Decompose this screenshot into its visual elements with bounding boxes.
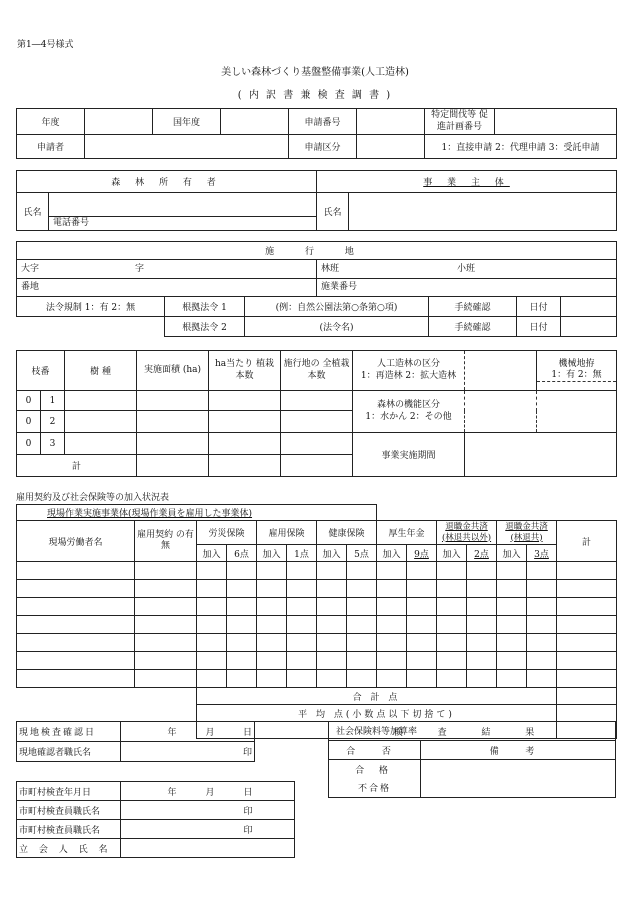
employment-table xyxy=(16,504,617,739)
table-row-a: 0 xyxy=(17,391,41,411)
employment-cell[interactable] xyxy=(467,598,497,616)
employment-cell[interactable] xyxy=(197,598,227,616)
species-cell[interactable] xyxy=(65,433,137,455)
procedure-check-1: 手続確認 xyxy=(429,297,517,317)
branch-header: 枝番 xyxy=(17,351,65,391)
area-cell[interactable] xyxy=(137,433,209,455)
area-total[interactable] xyxy=(137,455,209,477)
law-regulation: 法令規制 1：有 2：無 xyxy=(17,297,165,317)
day-label: 日 xyxy=(217,782,255,801)
employment-cell[interactable] xyxy=(407,616,437,634)
oaza-label: 大字 xyxy=(21,264,40,274)
function-field[interactable] xyxy=(465,391,537,433)
plan-no-label: 特定間伐等 促進計画番号 xyxy=(425,109,495,135)
employment-cell[interactable] xyxy=(467,616,497,634)
taishoku1-header: 退職金共済 (林退共以外) xyxy=(437,521,497,545)
employment-cell[interactable] xyxy=(197,562,227,580)
employment-cell[interactable] xyxy=(17,616,135,634)
city-inspection-table xyxy=(16,781,295,858)
employment-cell[interactable] xyxy=(407,562,437,580)
employment-cell[interactable] xyxy=(227,598,257,616)
employment-cell[interactable] xyxy=(437,634,467,652)
employment-cell[interactable] xyxy=(135,616,197,634)
date-2-label: 日付 xyxy=(517,317,561,337)
employment-cell[interactable] xyxy=(407,634,437,652)
employment-cell[interactable] xyxy=(197,580,227,598)
employment-cell[interactable] xyxy=(227,652,257,670)
sum-points-field[interactable] xyxy=(557,688,617,705)
employment-cell[interactable] xyxy=(407,652,437,670)
employment-cell[interactable] xyxy=(377,634,407,652)
employment-cell[interactable] xyxy=(17,652,135,670)
species-cell[interactable] xyxy=(65,391,137,411)
witness-label: 立 会 人 氏 名 xyxy=(17,839,121,858)
employment-cell[interactable] xyxy=(467,580,497,598)
basis-law-2-label: 根拠法令 2 xyxy=(165,317,245,337)
sekyo-no-label: 施業番号 xyxy=(321,282,358,292)
site-name-label: 現地確認者職氏名 xyxy=(17,742,121,762)
employment-cell[interactable] xyxy=(377,652,407,670)
points-label: 5点 xyxy=(347,545,377,562)
employment-cell[interactable] xyxy=(437,598,467,616)
kousei-header: 厚生年金 xyxy=(377,521,437,545)
employment-cell[interactable] xyxy=(347,670,377,688)
employment-cell[interactable] xyxy=(407,598,437,616)
pass-fail-label: 合 否 xyxy=(329,741,421,760)
employment-cell[interactable] xyxy=(347,634,377,652)
employment-cell[interactable] xyxy=(527,652,557,670)
page-title: 美しい森林づくり基盤整備事業(人工造林) xyxy=(221,67,409,78)
employment-cell[interactable] xyxy=(135,652,197,670)
employment-cell[interactable] xyxy=(257,634,287,652)
join-label: 加入 xyxy=(257,545,287,562)
application-type-options: 1：直接申請 2：代理申請 3：受託申請 xyxy=(425,135,617,159)
shohan-label: 小班 xyxy=(457,264,476,274)
employment-cell[interactable] xyxy=(557,652,617,670)
application-type-field[interactable] xyxy=(357,135,425,159)
basis-law-1-label: 根拠法令 1 xyxy=(165,297,245,317)
table-row xyxy=(17,616,617,634)
month-label: 月 xyxy=(179,782,217,801)
period-field[interactable] xyxy=(465,433,617,477)
seal-label: 印 xyxy=(121,801,255,820)
per-ha-total[interactable] xyxy=(209,455,281,477)
employment-cell[interactable] xyxy=(317,652,347,670)
employment-cell[interactable] xyxy=(377,562,407,580)
employment-cell[interactable] xyxy=(497,616,527,634)
employment-cell[interactable] xyxy=(197,634,227,652)
employment-total-header: 計 xyxy=(557,521,617,562)
worker-header: 現場労働者名 xyxy=(17,521,135,562)
employment-cell[interactable] xyxy=(437,616,467,634)
employment-cell[interactable] xyxy=(347,598,377,616)
table-row-b: 1 xyxy=(41,391,65,411)
result-title: 検 査 結 果 xyxy=(329,722,616,741)
per-ha-cell[interactable] xyxy=(209,411,281,433)
table-row xyxy=(17,634,617,652)
employment-cell[interactable] xyxy=(347,652,377,670)
total-plant-cell[interactable] xyxy=(281,411,353,433)
employment-cell[interactable] xyxy=(135,580,197,598)
employment-cell[interactable] xyxy=(437,580,467,598)
period-label: 事業実施期間 xyxy=(353,433,465,477)
species-header: 樹 種 xyxy=(65,351,137,391)
employment-cell[interactable] xyxy=(497,598,527,616)
employment-cell[interactable] xyxy=(227,580,257,598)
rousai-header: 労災保険 xyxy=(197,521,257,545)
employment-cell[interactable] xyxy=(257,580,287,598)
month-label: 月 xyxy=(179,722,217,742)
site-header: 施 行 地 xyxy=(17,242,617,260)
banchi-label: 番地 xyxy=(21,282,40,292)
species-cell[interactable] xyxy=(65,411,137,433)
fiscal-year-label: 年度 xyxy=(17,109,85,135)
table-row xyxy=(17,580,617,598)
table-row xyxy=(17,562,617,580)
pass-option[interactable]: 合 格 xyxy=(329,760,421,779)
application-no-label: 申請番号 xyxy=(289,109,357,135)
entity-title: 現場作業実施事業体(現場作業員を雇用した事業体) xyxy=(47,509,253,519)
basis-law-example: (例：自然公園法第○条第○項) xyxy=(245,297,429,317)
application-no-field[interactable] xyxy=(357,109,425,135)
site-table xyxy=(16,241,617,337)
business-name-label: 氏名 xyxy=(317,193,349,231)
avg-points-field[interactable] xyxy=(557,705,617,722)
function-title: 森林の機能区分 xyxy=(377,400,441,411)
sum-points-label: 合 計 点 xyxy=(197,688,557,705)
points-label: 1点 xyxy=(287,545,317,562)
employment-cell[interactable] xyxy=(197,652,227,670)
rate-label: 社会保険料等加算率 xyxy=(197,722,557,739)
business-name-field[interactable] xyxy=(349,193,617,231)
employment-cell[interactable] xyxy=(197,670,227,688)
employment-cell[interactable] xyxy=(317,670,347,688)
employment-cell[interactable] xyxy=(257,616,287,634)
employment-cell[interactable] xyxy=(135,562,197,580)
employment-cell[interactable] xyxy=(407,580,437,598)
employment-cell[interactable] xyxy=(377,670,407,688)
application-type-label: 申請区分 xyxy=(289,135,357,159)
employment-cell[interactable] xyxy=(557,616,617,634)
site-inspection-table xyxy=(16,721,295,762)
remarks-label: 備 考 xyxy=(421,741,616,760)
contract-header: 雇用契約 の有無 xyxy=(135,521,197,562)
employment-cell[interactable] xyxy=(377,580,407,598)
area-cell[interactable] xyxy=(137,391,209,411)
applicant-label: 申請者 xyxy=(17,135,85,159)
employment-cell[interactable] xyxy=(257,562,287,580)
avg-points-label: 平 均 点(小数点以下切捨て) xyxy=(197,705,557,722)
employment-cell[interactable] xyxy=(17,562,135,580)
detail-table xyxy=(16,350,617,477)
employment-cell[interactable] xyxy=(287,598,317,616)
date-2-field[interactable] xyxy=(561,317,617,337)
employment-cell[interactable] xyxy=(227,670,257,688)
date-1-label: 日付 xyxy=(517,297,561,317)
employment-cell[interactable] xyxy=(467,670,497,688)
join-label: 加入 xyxy=(437,545,467,562)
employment-cell[interactable] xyxy=(347,616,377,634)
day-label: 日 xyxy=(217,722,255,742)
rinpan-label: 林班 xyxy=(321,264,340,274)
table-row xyxy=(17,652,617,670)
national-fiscal-year-label: 国年度 xyxy=(153,109,221,135)
employment-cell[interactable] xyxy=(317,598,347,616)
employment-cell[interactable] xyxy=(527,634,557,652)
result-table xyxy=(328,721,616,798)
table-row xyxy=(17,670,617,688)
per-ha-header: ha当たり 植栽本数 xyxy=(209,351,281,391)
witness-field[interactable] xyxy=(121,839,295,858)
employment-cell[interactable] xyxy=(135,634,197,652)
employment-cell[interactable] xyxy=(227,616,257,634)
employment-cell[interactable] xyxy=(407,670,437,688)
employment-cell[interactable] xyxy=(135,598,197,616)
employment-cell[interactable] xyxy=(377,616,407,634)
employment-cell[interactable] xyxy=(17,580,135,598)
owner-name-label: 氏名 xyxy=(17,193,49,231)
form-number: 第1―4号様式 xyxy=(17,40,74,50)
employment-cell[interactable] xyxy=(287,652,317,670)
employment-cell[interactable] xyxy=(557,598,617,616)
employment-cell[interactable] xyxy=(467,562,497,580)
machine-title: 機械地拵 xyxy=(558,358,595,369)
fail-option[interactable]: 不合格 xyxy=(329,779,421,798)
per-ha-cell[interactable] xyxy=(209,433,281,455)
employment-cell[interactable] xyxy=(467,634,497,652)
total-plant-header: 施行地の 全植栽本数 xyxy=(281,351,353,391)
law-name-label: (法令名) xyxy=(245,317,429,337)
employment-cell[interactable] xyxy=(497,652,527,670)
procedure-check-2: 手続確認 xyxy=(429,317,517,337)
fiscal-year-field[interactable] xyxy=(85,109,153,135)
table-row xyxy=(17,598,617,616)
employment-cell[interactable] xyxy=(497,562,527,580)
area-header: 実施面積 (ha) xyxy=(137,351,209,391)
employment-cell[interactable] xyxy=(377,598,407,616)
city-date-label: 市町村検査年月日 xyxy=(17,782,121,801)
national-fiscal-year-field[interactable] xyxy=(221,109,289,135)
employment-cell[interactable] xyxy=(317,634,347,652)
total-plant-cell[interactable] xyxy=(281,391,353,411)
aza-label: 字 xyxy=(135,264,145,274)
employment-cell[interactable] xyxy=(17,634,135,652)
employment-cell[interactable] xyxy=(437,652,467,670)
employment-cell[interactable] xyxy=(197,616,227,634)
employment-cell[interactable] xyxy=(17,598,135,616)
table-row-b: 3 xyxy=(41,433,65,455)
employment-cell[interactable] xyxy=(497,670,527,688)
year-label: 年 xyxy=(121,722,179,742)
employment-cell[interactable] xyxy=(257,598,287,616)
join-label: 加入 xyxy=(317,545,347,562)
join-label: 加入 xyxy=(197,545,227,562)
employment-cell[interactable] xyxy=(437,670,467,688)
seal-label: 印 xyxy=(121,820,255,839)
employment-cell[interactable] xyxy=(317,562,347,580)
per-ha-cell[interactable] xyxy=(209,391,281,411)
points-label: 6点 xyxy=(227,545,257,562)
employment-cell[interactable] xyxy=(227,634,257,652)
employment-cell[interactable] xyxy=(287,580,317,598)
employment-cell[interactable] xyxy=(287,670,317,688)
koyou-header: 雇用保険 xyxy=(257,521,317,545)
detail-total-label: 計 xyxy=(17,455,137,477)
table-row-b: 2 xyxy=(41,411,65,433)
employment-section-title: 雇用契約及び社会保険等の加入状況表 xyxy=(16,493,170,503)
employment-cell[interactable] xyxy=(287,616,317,634)
employment-cell[interactable] xyxy=(467,652,497,670)
type-field[interactable] xyxy=(465,351,537,391)
taishoku2-header: 退職金共済 (林退共) xyxy=(497,521,557,545)
employment-cell[interactable] xyxy=(557,562,617,580)
employment-cell[interactable] xyxy=(527,562,557,580)
city-name1-label: 市町村検査員職氏名 xyxy=(17,801,121,820)
employment-cell[interactable] xyxy=(557,580,617,598)
year-label: 年 xyxy=(121,782,179,801)
employment-cell[interactable] xyxy=(227,562,257,580)
date-1-field[interactable] xyxy=(561,297,617,317)
table-row-a: 0 xyxy=(17,433,41,455)
city-name2-label: 市町村検査員職氏名 xyxy=(17,820,121,839)
employment-cell[interactable] xyxy=(527,670,557,688)
employment-cell[interactable] xyxy=(317,616,347,634)
page-subtitle: ( 内 訳 書 兼 検 査 調 書 ) xyxy=(237,90,393,101)
employment-cell[interactable] xyxy=(557,670,617,688)
owner-header: 森 林 所 有 者 xyxy=(17,171,317,193)
employment-cell[interactable] xyxy=(317,580,347,598)
employment-cell[interactable] xyxy=(17,670,135,688)
employment-cell[interactable] xyxy=(347,580,377,598)
machine-options: 1：有 2：無 xyxy=(537,370,616,382)
join-label: 加入 xyxy=(377,545,407,562)
kenkou-header: 健康保険 xyxy=(317,521,377,545)
business-header: 事 業 主 体 xyxy=(423,178,510,188)
employment-cell[interactable] xyxy=(257,670,287,688)
employment-cell[interactable] xyxy=(497,634,527,652)
area-cell[interactable] xyxy=(137,411,209,433)
points-label: 9点 xyxy=(407,545,437,562)
owner-table xyxy=(16,170,617,231)
applicant-field[interactable] xyxy=(85,135,289,159)
seal-label: 印 xyxy=(121,742,255,762)
employment-cell[interactable] xyxy=(437,562,467,580)
function-options: 1：水かん 2：その他 xyxy=(365,411,452,422)
employment-cell[interactable] xyxy=(257,652,287,670)
employment-cell[interactable] xyxy=(347,562,377,580)
type-options: 1：再造林 2：拡大造林 xyxy=(360,370,457,381)
join-label: 加入 xyxy=(497,545,527,562)
plan-no-field[interactable] xyxy=(495,109,617,135)
employment-cell[interactable] xyxy=(527,598,557,616)
employment-cell[interactable] xyxy=(287,562,317,580)
phone-label: 電話番号 xyxy=(49,216,316,230)
employment-cell[interactable] xyxy=(527,580,557,598)
employment-cell[interactable] xyxy=(527,616,557,634)
employment-cell[interactable] xyxy=(557,634,617,652)
points-label: 2点 xyxy=(467,545,497,562)
site-date-label: 現地検査確認日 xyxy=(17,722,121,742)
total-plant-cell[interactable] xyxy=(281,433,353,455)
employment-cell[interactable] xyxy=(497,580,527,598)
employment-cell[interactable] xyxy=(135,670,197,688)
points-label: 3点 xyxy=(527,545,557,562)
table-row-a: 0 xyxy=(17,411,41,433)
header-table xyxy=(16,108,617,159)
remarks-field[interactable] xyxy=(421,760,616,798)
plant-total[interactable] xyxy=(281,455,353,477)
type-title: 人工造林の区分 xyxy=(377,359,441,370)
employment-cell[interactable] xyxy=(287,634,317,652)
machine-field[interactable] xyxy=(537,391,617,433)
